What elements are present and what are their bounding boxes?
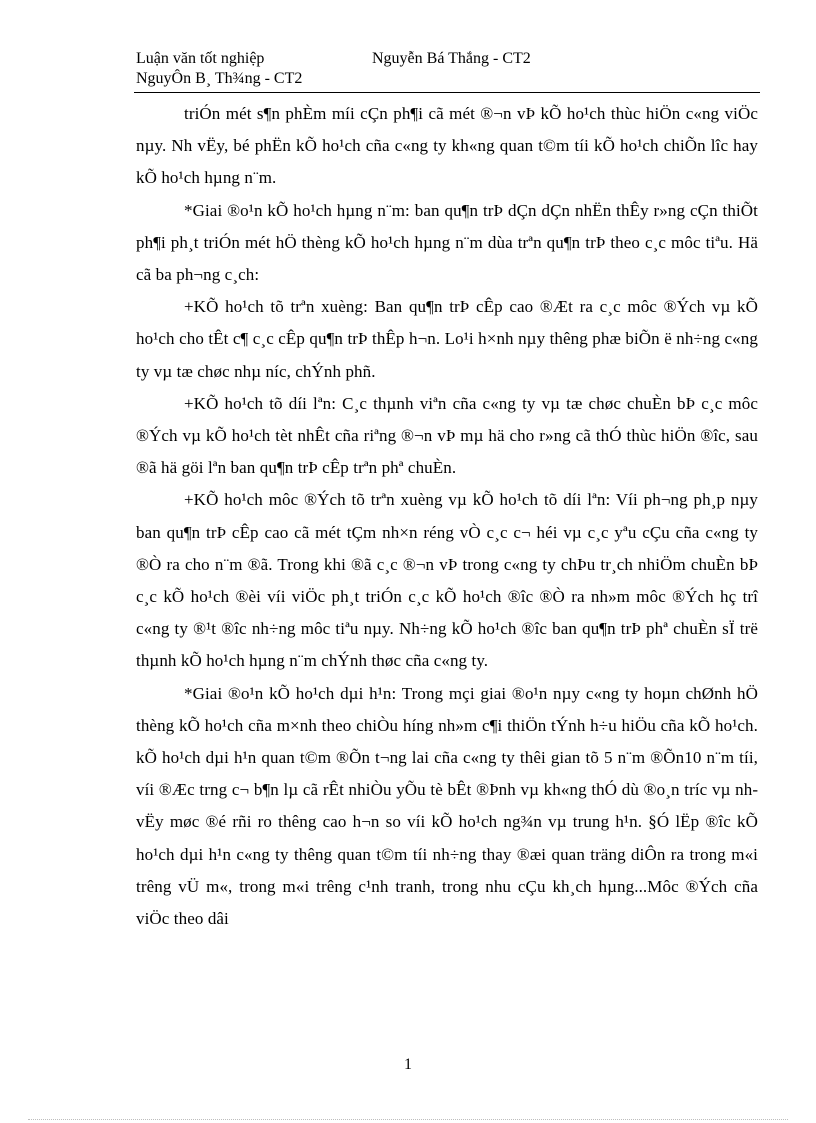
paragraph: *Giai ®o¹n kÕ ho¹ch dµi h¹n: Trong mçi giai ®o¹n nµy c«ng ty hoµn chØnh hÖ thèng kÕ ho¹ch cña m×nh theo chiÒu híng nh»m c¶i thiÖn tÝnh h÷u hiÖu cña kÕ ho¹ch. kÕ ho¹ch dµi h¹n quan t©m ®Õn t¬ng lai cña c«ng ty thêi gian tõ 5 n¨m ®Õn10 n¨m tíi, víi ®Æc trng c¬ b¶n lµ cã rÊt nhiÒu yÕu tè bÊt ®Þnh vµ kh«ng thÓ dù ®o¸n tríc vµ nh vËy møc ®é rñi ro thêng cao h¬n so víi kÕ ho¹ch ng¾n vµ trung h¹n. §Ó lËp ®îc kÕ ho¹ch dµi h¹n c«ng ty thêng quan t©m tíi nh÷ng thay ®æi quan träng diÔn ra trong m«i trêng vÜ m«, trong m«i trêng c¹nh tranh, trong nhu cÇu kh¸ch hµng...Môc ®Ých cña viÖc theo dâi [136, 683, 758, 929]
page-bottom-divider [28, 1119, 788, 1120]
page-number: 1 [404, 1056, 412, 1073]
paragraph: +KÕ ho¹ch tõ díi lªn: C¸c thµnh viªn cña c«ng ty vµ tæ chøc chuÈn bÞ c¸c môc ®Ých vµ kÕ ho¹ch tèt nhÊt cña riªng ®¬n vÞ mµ hä cho r»ng cã thÓ thùc hiÖn ®îc, sau ®ã hä göi lªn ban qu¶n trÞ cÊp trªn phª chuÈn. [136, 393, 758, 478]
paragraph: triÓn mét s¶n phÈm míi cÇn ph¶i cã mét ®¬n vÞ kÕ ho¹ch thùc hiÖn c«ng viÖc nµy. Nh vËy, bé phËn kÕ ho¹ch cña c«ng ty kh«ng quan t©m tíi kÕ ho¹ch chiÕn lîc hay kÕ ho¹ch hµng n¨m. [136, 104, 758, 188]
paragraph: +KÕ ho¹ch môc ®Ých tõ trªn xuèng vµ kÕ ho¹ch tõ díi lªn: Víi ph¬ng ph¸p nµy ban qu¶n trÞ cÊp cao cã mét tÇm nh×n réng vÒ c¸c c¬ héi vµ c¸c yªu cÇu cña c«ng ty ®Ò ra cho n¨m ®ã. Trong khi ®ã c¸c ®¬n vÞ trong c«ng ty chÞu tr¸ch nhiÖm chuÈn bÞ c¸c kÕ ho¹ch ®èi víi viÖc ph¸t triÓn c¸c kÕ ho¹ch ®îc ®Ò ra nh»m môc ®Ých hç trî c«ng ty ®¹t ®îc nh÷ng môc tiªu nµy. Nh÷ng kÕ ho¹ch ®îc ban qu¶n trÞ phª chuÈn sÏ trë thµnh kÕ ho¹ch hµng n¨m chÝnh thøc cña c«ng ty. [136, 490, 758, 671]
header-thesis-title: Luận văn tốt nghiệp [136, 50, 265, 67]
header-rule [134, 92, 760, 93]
paragraph: +KÕ ho¹ch tõ trªn xuèng: Ban qu¶n trÞ cÊp cao ®Æt ra c¸c môc ®Ých vµ kÕ ho¹ch cho tÊt c¶ c¸c cÊp qu¶n trÞ thÊp h¬n. Lo¹i h×nh nµy thêng phæ biÕn ë nh÷ng c«ng ty vµ tæ chøc nhµ níc, chÝnh phñ. [136, 297, 758, 381]
header-author: Nguyễn Bá Thắng - CT2 [372, 50, 531, 67]
header-author-legacy-encoding: NguyÔn B¸ Th¾ng - CT2 [136, 70, 303, 87]
paragraph: *Giai ®o¹n kÕ ho¹ch hµng n¨m: ban qu¶n trÞ dÇn dÇn nhËn thÊy r»ng cÇn thiÕt ph¶i ph¸t triÓn mét hÖ thèng kÕ ho¹ch hµng n¨m dùa trªn qu¶n trÞ theo c¸c môc tiªu. Hä cã ba ph¬ng c¸ch: [136, 200, 758, 285]
document-body [136, 98, 758, 935]
